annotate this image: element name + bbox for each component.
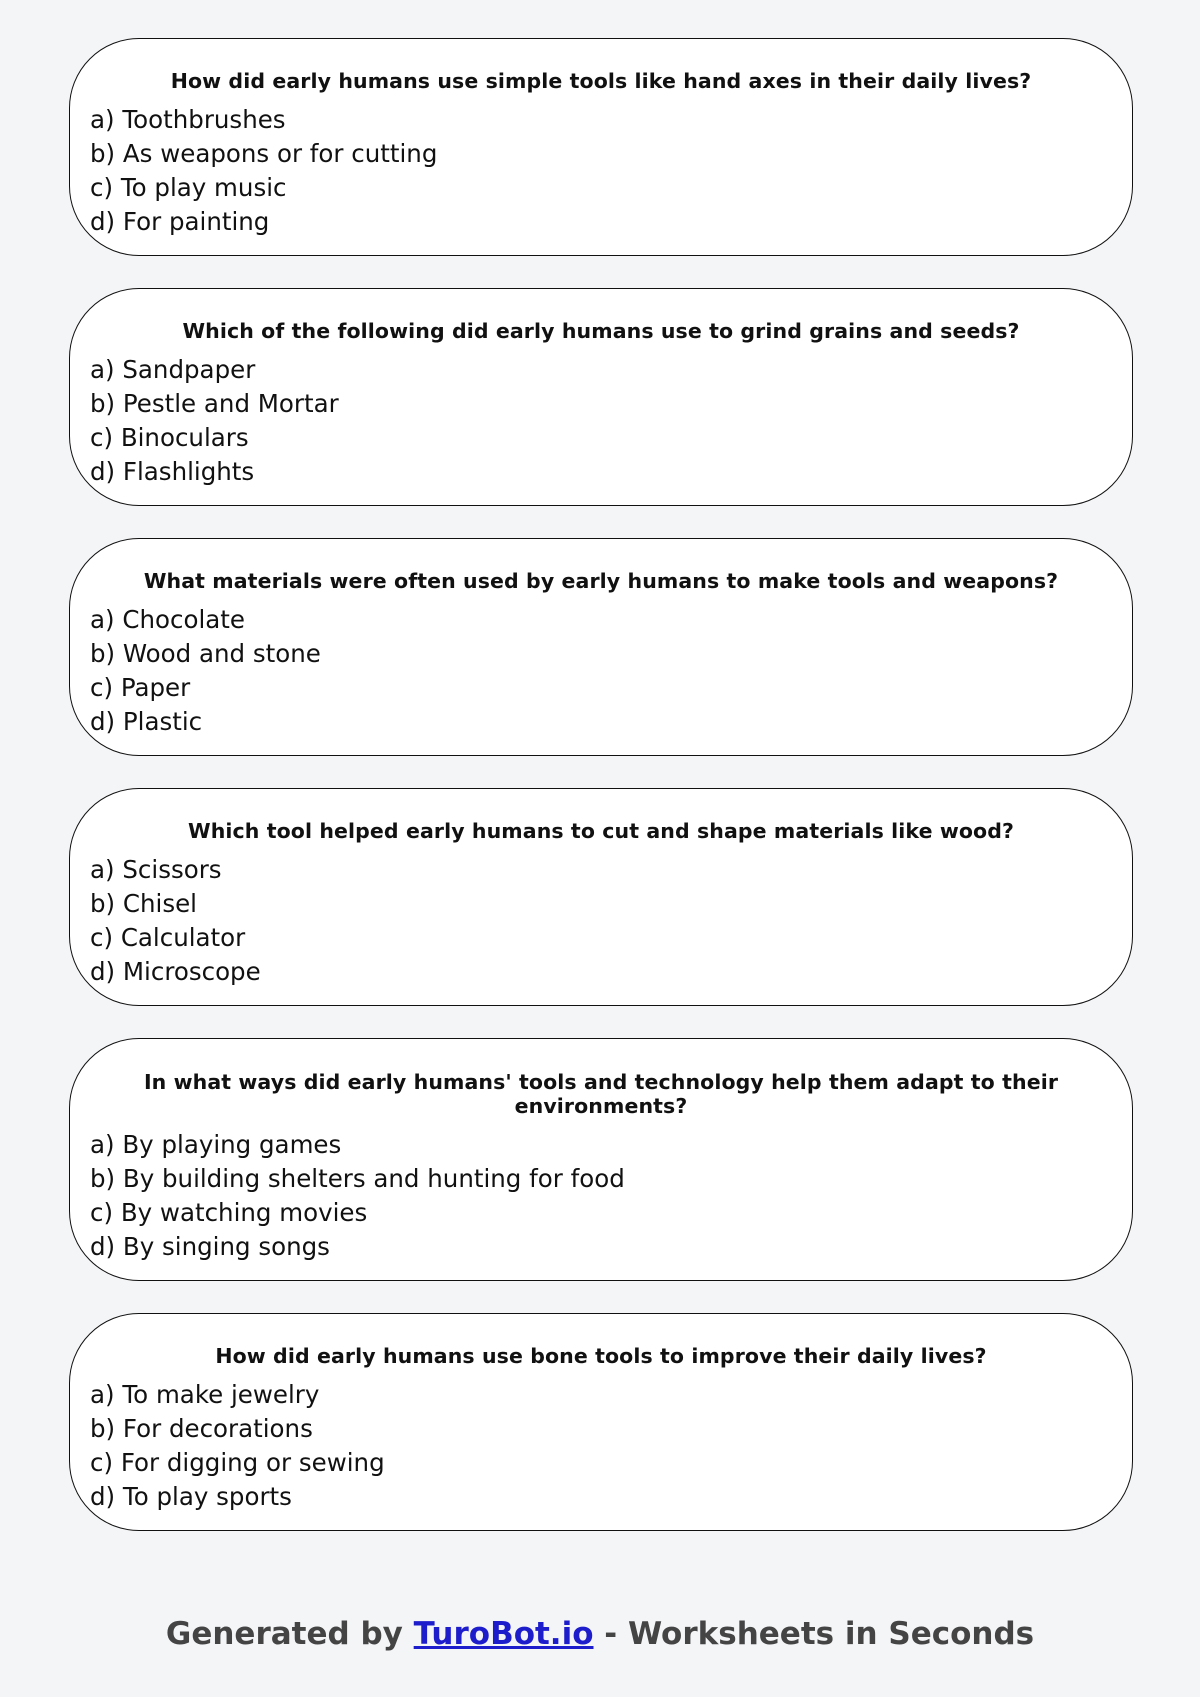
option-a: a) Toothbrushes bbox=[90, 105, 286, 134]
worksheet bbox=[69, 38, 1133, 1563]
option-c: c) Binoculars bbox=[90, 423, 249, 452]
option-a: a) To make jewelry bbox=[90, 1380, 320, 1409]
options-list bbox=[90, 1378, 1112, 1514]
option-a: a) By playing games bbox=[90, 1130, 342, 1159]
options-list bbox=[90, 103, 1112, 239]
question-text: What materials were often used by early humans to make tools and weapons? bbox=[143, 569, 1059, 593]
option-b: b) By building shelters and hunting for food bbox=[90, 1164, 625, 1193]
question-card-6 bbox=[69, 1313, 1133, 1531]
question-text: Which of the following did early humans use to grind grains and seeds? bbox=[182, 319, 1020, 343]
option-d: d) By singing songs bbox=[90, 1232, 330, 1261]
option-d: d) Microscope bbox=[90, 957, 261, 986]
footer-credit bbox=[0, 1616, 1200, 1652]
options-list bbox=[90, 1128, 1112, 1264]
footer-suffix: - Worksheets in Seconds bbox=[593, 1616, 1035, 1652]
option-b: b) Wood and stone bbox=[90, 639, 321, 668]
question-card-1 bbox=[69, 38, 1133, 256]
question-card-3 bbox=[69, 538, 1133, 756]
question-text: How did early humans use bone tools to improve their daily lives? bbox=[215, 1344, 987, 1368]
option-b: b) As weapons or for cutting bbox=[90, 139, 438, 168]
option-c: c) Paper bbox=[90, 673, 191, 702]
option-a: a) Sandpaper bbox=[90, 355, 256, 384]
turobot-link[interactable]: TuroBot.io bbox=[413, 1616, 594, 1652]
options-list bbox=[90, 353, 1112, 489]
option-d: d) Plastic bbox=[90, 707, 203, 736]
footer-prefix: Generated by bbox=[165, 1616, 414, 1652]
option-d: d) For painting bbox=[90, 207, 270, 236]
options-list bbox=[90, 853, 1112, 989]
option-a: a) Chocolate bbox=[90, 605, 245, 634]
options-list bbox=[90, 603, 1112, 739]
option-c: c) Calculator bbox=[90, 923, 246, 952]
question-text: Which tool helped early humans to cut and shape materials like wood? bbox=[187, 819, 1015, 843]
option-c: c) For digging or sewing bbox=[90, 1448, 385, 1477]
question-text: In what ways did early humans' tools and technology help them adapt to their environments? bbox=[143, 1070, 1059, 1118]
question-card-5 bbox=[69, 1038, 1133, 1281]
option-d: d) To play sports bbox=[90, 1482, 292, 1511]
option-c: c) By watching movies bbox=[90, 1198, 368, 1227]
option-c: c) To play music bbox=[90, 173, 287, 202]
option-b: b) For decorations bbox=[90, 1414, 313, 1443]
option-b: b) Chisel bbox=[90, 889, 197, 918]
question-card-2 bbox=[69, 288, 1133, 506]
question-text: How did early humans use simple tools like hand axes in their daily lives? bbox=[170, 69, 1032, 93]
option-a: a) Scissors bbox=[90, 855, 222, 884]
question-card-4 bbox=[69, 788, 1133, 1006]
option-d: d) Flashlights bbox=[90, 457, 255, 486]
option-b: b) Pestle and Mortar bbox=[90, 389, 339, 418]
